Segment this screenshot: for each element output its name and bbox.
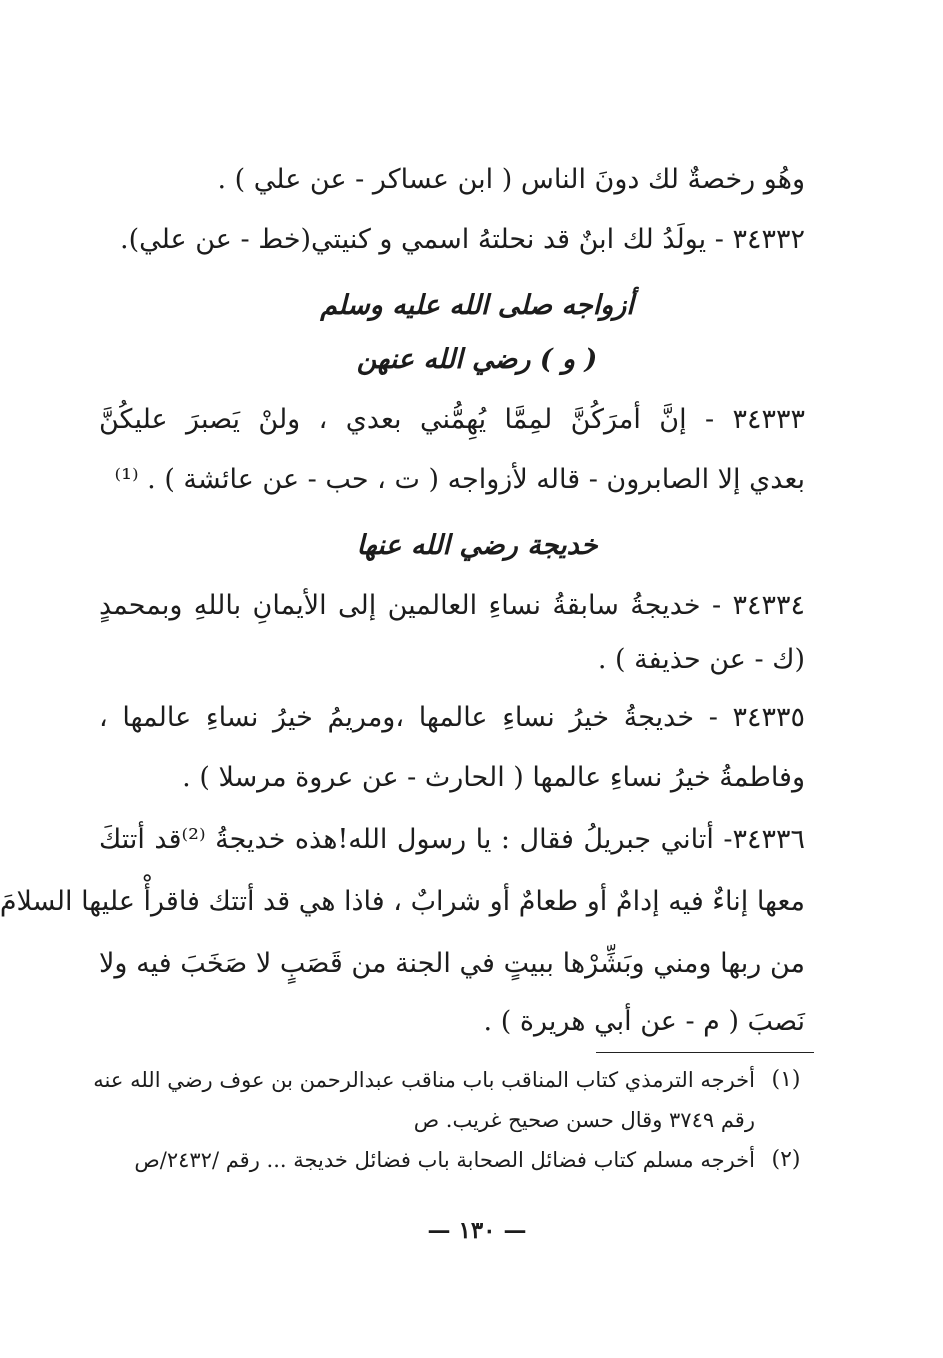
hadith-34336-line-4: نَصبَ ( م - عن أبي هريرة ) . [483, 1006, 805, 1037]
hadith-34334-continued: (ك - عن حذيفة ) . [597, 644, 805, 675]
hadith-34336: ٣٤٣٣٦- أتاني جبريلُ فقال : يا رسول الله!هذه خديجةُ ⁽²⁾قد أتتكَ [99, 824, 805, 855]
hadith-34336-line-2: معها إناءٌ فيه إدامٌ أو طعامٌ أو شرابٌ ، فاذا هي قد أتتك فاقرأْ عليها السلامَ [0, 886, 805, 917]
footnote-2-text: أخرجه مسلم كتاب فضائل الصحابة باب فضائل خديجة ... رقم /٢٤٣٢/ص [134, 1148, 755, 1172]
body-line-1: وهُو رخصةٌ لك دونَ الناس ( ابن عساكر - عن علي ) . [217, 164, 805, 195]
section-heading-wives: أزواجه صلى الله عليه وسلم [320, 290, 634, 321]
section-subheading-wives: ( و ) رضي الله عنهن [356, 344, 598, 375]
page-number: — ١٣٠ — [427, 1217, 527, 1244]
footnote-divider [596, 1052, 814, 1053]
footnote-1-text-continued: رقم ٣٧٤٩ وقال حسن صحيح غريب. ص [413, 1108, 755, 1132]
footnote-1-text: أخرجه الترمذي كتاب المناقب باب مناقب عبدالرحمن بن عوف رضي الله عنه [93, 1068, 755, 1092]
hadith-34335-continued: وفاطمةُ خيرُ نساءِ عالمها ( الحارث - عن عروة مرسلا ) . [182, 762, 805, 793]
hadith-34335: ٣٤٣٣٥ - خديجةُ خيرُ نساءِ عالمها ،ومريمُ خيرُ نساءِ عالمها ، [99, 702, 805, 733]
hadith-34333-continued: بعدي إلا الصابرون - قاله لأزواجه ( ت ، حب - عن عائشة ) . ⁽¹⁾ [114, 464, 805, 495]
hadith-34332: ٣٤٣٣٢ - يولَدُ لك ابنٌ قد نحلتهُ اسمي و كنيتي(خط - عن علي). [119, 224, 805, 255]
hadith-34334: ٣٤٣٣٤ - خديجةُ سابقةُ نساءِ العالمين إلى الأيمانِ باللهِ وبمحمدٍ [99, 590, 805, 621]
hadith-34333: ٣٤٣٣٣ - إنَّ أمرَكُنَّ لمِمَّا يُهِمُّني بعدي ، ولنْ يَصبرَ عليكُنَّ [99, 404, 805, 435]
section-heading-khadija: خديجة رضي الله عنها [356, 530, 598, 561]
hadith-34336-line-3: من ربها ومني وبَشِّرْها ببيتٍ في الجنة من قَصَبٍ لا صَخَبَ فيه ولا [99, 948, 805, 979]
footnote-2-marker: (٢) [771, 1147, 801, 1172]
footnote-1-marker: (١) [771, 1067, 801, 1092]
